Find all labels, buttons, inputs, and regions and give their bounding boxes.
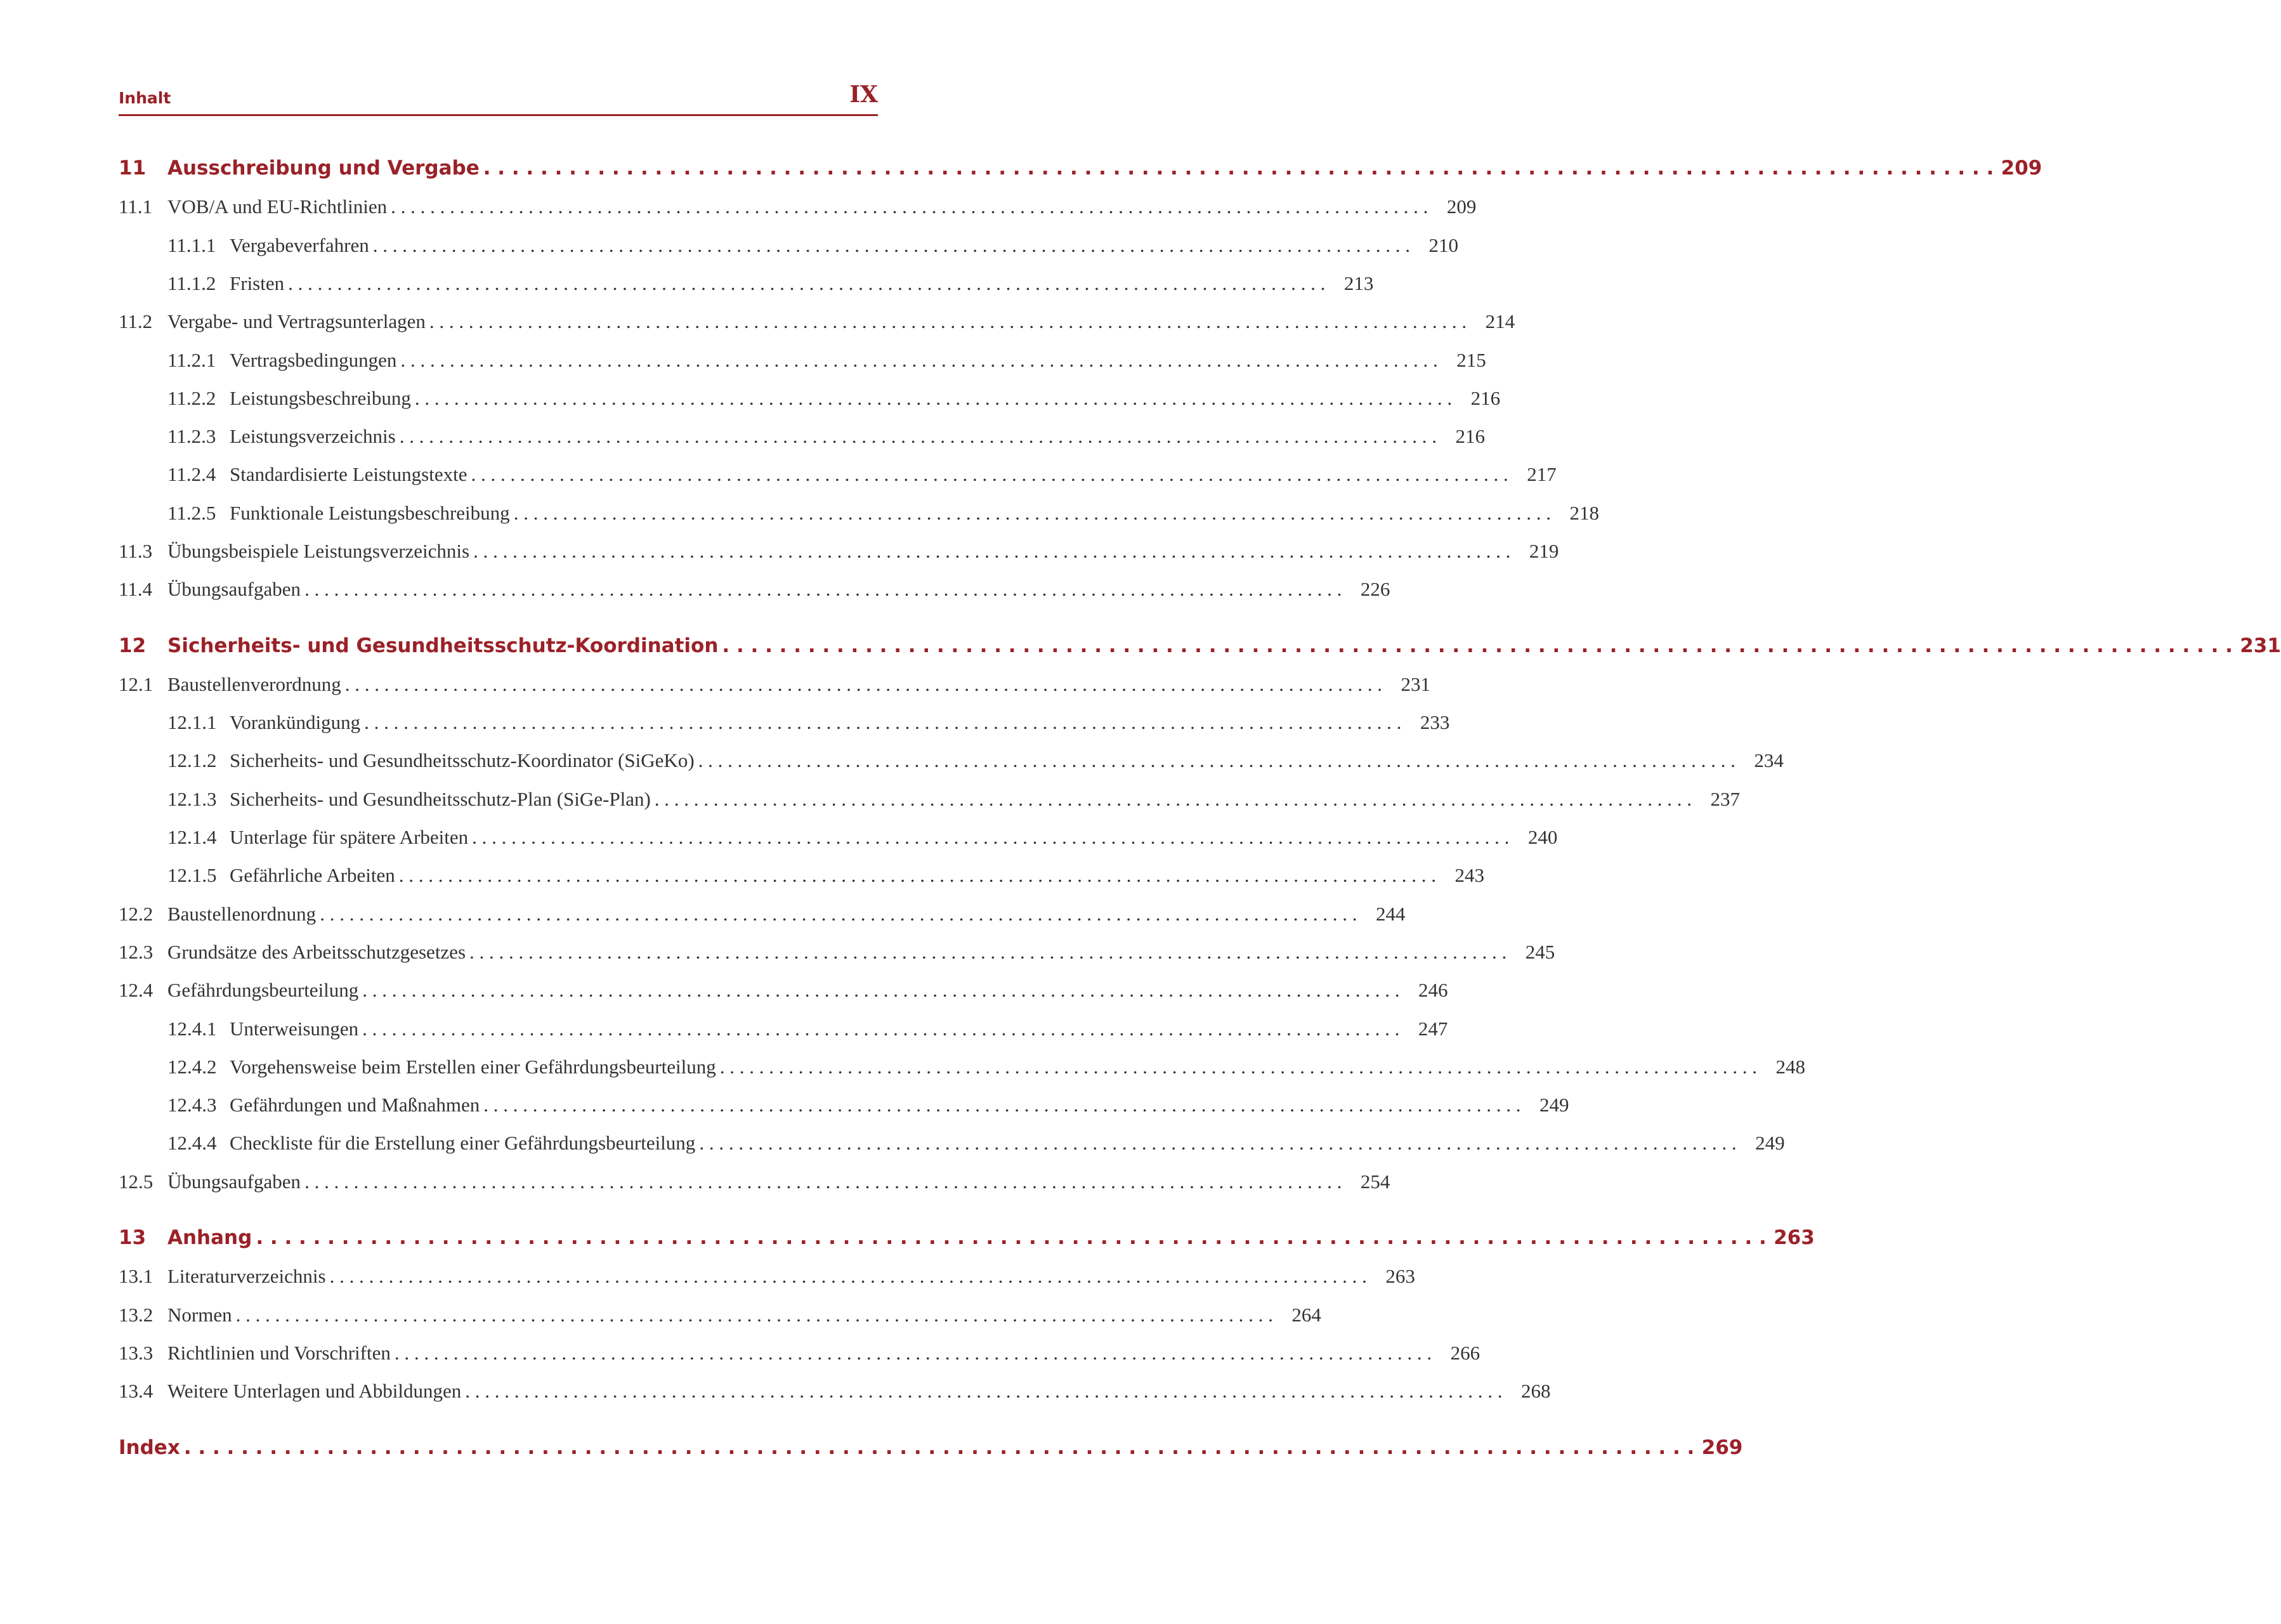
toc-leader-dots [472, 826, 1509, 849]
toc-row[interactable] [119, 502, 1599, 534]
toc-row[interactable] [119, 310, 1515, 342]
toc-page-number: 237 [1710, 788, 1741, 810]
toc-number: 12.4.1 [167, 1018, 217, 1040]
toc-title: Übungsbeispiele Leistungsverzeichnis [167, 540, 470, 562]
toc-row[interactable] [119, 272, 1374, 304]
toc-number: 11.2.2 [167, 387, 216, 409]
toc-title: Unterlage für spätere Arbeiten [230, 826, 469, 848]
toc-leader-dots [465, 1380, 1502, 1403]
toc-leader-dots [722, 634, 2233, 657]
toc-number: 12.1.3 [167, 788, 217, 810]
toc-row[interactable] [119, 979, 1448, 1011]
toc-leader-dots [720, 1056, 1757, 1078]
toc-number: 12.4 [119, 979, 154, 1001]
toc-number: 11.1 [119, 195, 153, 218]
toc-row[interactable] [119, 1170, 1390, 1202]
toc-page-number: 226 [1360, 578, 1390, 600]
toc-row[interactable] [119, 826, 1558, 858]
toc-page-number: 231 [2240, 634, 2281, 657]
toc-page-number: 254 [1360, 1170, 1390, 1193]
toc-number: 11.1.2 [167, 272, 216, 294]
toc-number: 12.1.4 [167, 826, 217, 848]
toc-leader-dots [514, 502, 1551, 525]
toc-number: 13.1 [119, 1265, 154, 1287]
toc-number: 12.4.2 [167, 1056, 217, 1078]
toc-leader-dots [320, 903, 1357, 926]
toc-title: Baustellenordnung [167, 903, 317, 925]
toc-page-number: 217 [1527, 463, 1557, 485]
toc-leader-dots [236, 1304, 1273, 1326]
toc-leader-dots [415, 387, 1452, 410]
toc-row[interactable] [119, 749, 1784, 781]
toc-number: 11 [119, 157, 147, 180]
toc-number: 12.5 [119, 1170, 154, 1193]
toc-leader-dots [345, 673, 1382, 696]
toc-page-number: 249 [1539, 1094, 1569, 1116]
toc-page-number: 209 [2001, 157, 2042, 180]
toc-page-number: 243 [1454, 864, 1485, 886]
toc-row[interactable] [119, 387, 1501, 419]
toc-row[interactable] [119, 540, 1559, 572]
toc-page-number: 263 [1774, 1226, 1815, 1249]
toc-row[interactable] [119, 864, 1485, 896]
toc-page-number: 231 [1401, 673, 1431, 695]
toc-number: 12.1.5 [167, 864, 217, 886]
toc-number: 12 [119, 634, 147, 657]
toc-page-number: 216 [1470, 387, 1501, 409]
toc-page-number: 233 [1420, 711, 1450, 733]
toc-title: Baustellenverordnung [167, 673, 341, 695]
toc-title: Vorankündigung [230, 711, 361, 733]
toc-title: Literaturverzeichnis [167, 1265, 326, 1287]
toc-row[interactable] [119, 195, 1477, 227]
toc-title: Gefährdungen und Maßnahmen [230, 1094, 480, 1116]
toc-number: 13.3 [119, 1342, 154, 1364]
toc-leader-dots [699, 1132, 1736, 1155]
toc-row[interactable] [119, 711, 1450, 743]
toc-leader-dots [655, 788, 1692, 811]
toc-leader-dots [698, 749, 1735, 772]
toc-leader-dots [364, 711, 1401, 734]
toc-number: 12.2 [119, 903, 154, 925]
toc-row[interactable] [119, 1380, 1551, 1411]
toc-leader-dots [400, 349, 1437, 372]
toc-title: Sicherheits- und Gesundheitsschutz-Plan (SiGe-Plan) [230, 788, 651, 810]
toc-page-number: 247 [1418, 1018, 1448, 1040]
toc-page-number: 215 [1456, 349, 1486, 371]
toc-row[interactable] [119, 1018, 1448, 1049]
toc-row[interactable] [119, 903, 1406, 934]
toc-number: 11.2.5 [167, 502, 216, 524]
toc-title: Weitere Unterlagen und Abbildungen [167, 1380, 462, 1402]
toc-title: Standardisierte Leistungstexte [230, 463, 467, 485]
toc-leader-dots [362, 979, 1399, 1002]
toc-number: 12.3 [119, 941, 154, 963]
toc-title: Sicherheits- und Gesundheitsschutz-Koordination [167, 634, 719, 657]
toc-title: Vergabe- und Vertragsunterlagen [167, 310, 426, 332]
toc-number: 11.2.4 [167, 463, 216, 485]
toc-row[interactable] [119, 673, 1431, 705]
toc-number: 11.3 [119, 540, 153, 562]
toc-title: Anhang [167, 1226, 252, 1249]
toc-leader-dots [373, 234, 1410, 257]
toc-title: Leistungsbeschreibung [230, 387, 411, 409]
toc-row[interactable] [119, 788, 1741, 820]
toc-page-number: 213 [1343, 272, 1374, 294]
toc-leader-dots [362, 1018, 1399, 1040]
toc-leader-dots [483, 1094, 1520, 1116]
toc-number: 12.4.3 [167, 1094, 217, 1116]
toc-title: Richtlinien und Vorschriften [167, 1342, 391, 1364]
toc-number: 13 [119, 1226, 147, 1249]
toc-leader-dots [473, 540, 1510, 563]
toc-chapter-row[interactable] [119, 1436, 1743, 1468]
toc-leader-dots [288, 272, 1325, 295]
toc-page-number: 210 [1428, 234, 1458, 256]
toc-title: Gefährdungsbeurteilung [167, 979, 359, 1001]
toc-title: Funktionale Leistungsbeschreibung [230, 502, 510, 524]
toc-leader-dots [391, 195, 1428, 218]
toc-leader-dots [429, 310, 1467, 333]
toc-row[interactable] [119, 1265, 1415, 1297]
toc-title: Fristen [230, 272, 285, 294]
toc-number: 13.4 [119, 1380, 154, 1402]
toc-title: Ausschreibung und Vergabe [167, 157, 480, 180]
toc-title: Unterweisungen [230, 1018, 359, 1040]
toc-title: Übungsaufgaben [167, 578, 301, 600]
toc-page-number: 249 [1755, 1132, 1785, 1154]
toc-page-number: 266 [1450, 1342, 1480, 1364]
toc-leader-dots [184, 1436, 1695, 1459]
toc-row[interactable] [119, 578, 1390, 610]
toc-number: 13.2 [119, 1304, 154, 1326]
toc-page-number: 209 [1446, 195, 1477, 218]
toc-title: Gefährliche Arbeiten [230, 864, 395, 886]
toc-row[interactable] [119, 1056, 1805, 1087]
toc-number: 11.2.1 [167, 349, 216, 371]
toc-title: Checkliste für die Erstellung einer Gefährdungsbeurteilung [230, 1132, 696, 1154]
toc-leader-dots [400, 425, 1437, 448]
toc-page-number: 248 [1775, 1056, 1805, 1078]
toc-page-number: 244 [1375, 903, 1406, 925]
toc-page-number: 268 [1520, 1380, 1551, 1402]
toc-row[interactable] [119, 1094, 1569, 1125]
running-head: Inhalt [119, 89, 171, 107]
toc-page-number: 264 [1291, 1304, 1321, 1326]
toc-leader-dots [395, 1342, 1432, 1365]
toc-title: Sicherheits- und Gesundheitsschutz-Koordinator (SiGeKo) [230, 749, 695, 771]
toc-leader-dots [471, 463, 1508, 486]
toc-number: 12.1.2 [167, 749, 217, 771]
toc-page-number: 240 [1527, 826, 1558, 848]
toc-row[interactable] [119, 1304, 1321, 1335]
toc-number: 12.1 [119, 673, 154, 695]
toc-page-number: 216 [1455, 425, 1485, 447]
page-number: IX [849, 81, 878, 108]
toc-page-number: 269 [1701, 1436, 1743, 1459]
toc-number: 11.1.1 [167, 234, 216, 256]
toc-page-number: 234 [1754, 749, 1784, 771]
toc-row[interactable] [119, 1342, 1480, 1373]
toc-number: 12.4.4 [167, 1132, 217, 1154]
toc-page-number: 245 [1525, 941, 1555, 963]
toc-title: Index [119, 1436, 180, 1459]
toc-title: Übungsaufgaben [167, 1170, 301, 1193]
toc-title: Grundsätze des Arbeitsschutzgesetzes [167, 941, 466, 963]
toc-title: Vergabeverfahren [230, 234, 369, 256]
toc-leader-dots [256, 1226, 1767, 1249]
toc-page-number: 263 [1385, 1265, 1415, 1287]
toc-leader-dots [399, 864, 1436, 887]
toc-row[interactable] [119, 463, 1557, 495]
toc-title: Vorgehensweise beim Erstellen einer Gefährdungsbeurteilung [230, 1056, 716, 1078]
toc-page-number: 214 [1485, 310, 1515, 332]
toc-row[interactable] [119, 234, 1458, 266]
toc-page-number: 218 [1569, 502, 1599, 524]
toc-number: 11.4 [119, 578, 153, 600]
toc-chapter-row[interactable] [119, 634, 2281, 666]
toc-title: Vertragsbedingungen [230, 349, 397, 371]
toc-row[interactable] [119, 1132, 1785, 1163]
toc-chapter-row[interactable] [119, 157, 2042, 188]
toc-title: Leistungsverzeichnis [230, 425, 396, 447]
toc-number: 12.1.1 [167, 711, 217, 733]
toc-leader-dots [304, 578, 1342, 601]
toc-page-number: 219 [1529, 540, 1559, 562]
toc-number: 11.2.3 [167, 425, 216, 447]
toc-leader-dots [304, 1170, 1342, 1193]
toc-chapter-row[interactable] [119, 1226, 1815, 1258]
toc-title: VOB/A und EU-Richtlinien [167, 195, 388, 218]
toc-leader-dots [469, 941, 1507, 964]
toc-row[interactable] [119, 425, 1485, 457]
toc-page-number: 246 [1418, 979, 1448, 1001]
toc-row[interactable] [119, 349, 1486, 381]
toc-leader-dots [330, 1265, 1367, 1288]
toc-title: Normen [167, 1304, 232, 1326]
toc-number: 11.2 [119, 310, 153, 332]
toc-leader-dots [483, 157, 1994, 180]
toc-row[interactable] [119, 941, 1555, 972]
